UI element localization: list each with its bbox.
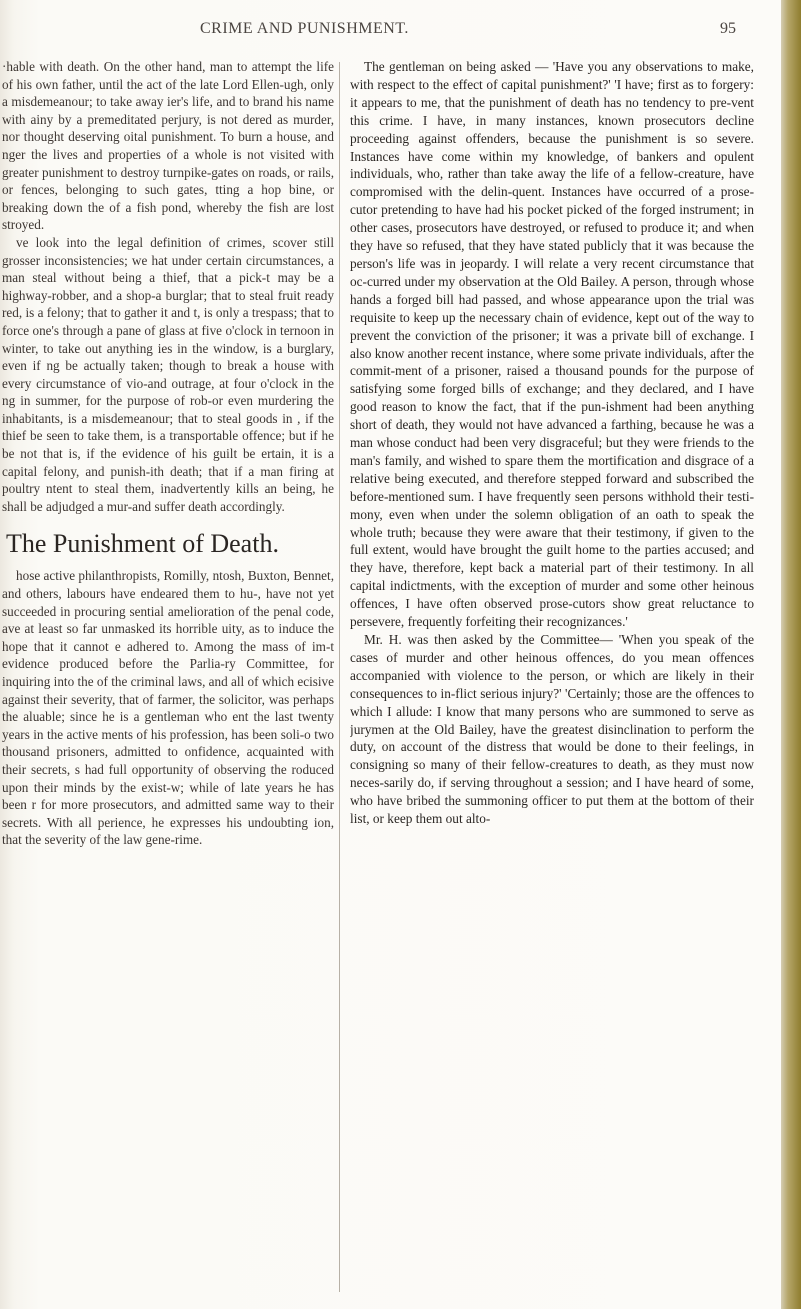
right-column [350,58,754,1298]
column-divider [339,62,340,1292]
section-title: The Punishment of Death. [6,529,279,559]
page-header [0,20,760,50]
page-edge [781,0,801,1309]
right-paragraph-2: Mr. H. was then asked by the Committee— 'When you speak of the cases of murder and other heinous offences, do you mean offences accompanied with violence to the person, or which are likely in their consequences to in-flict serious injury?' 'Certainly; those are the offences to which I allude: I know that many persons who are summoned to serve as jurymen at the Old Bailey, have the greatest disinclination to perform the duty, on account of the distress that would be done to their feelings, in consigning so many of their fellow-creatures to death, as they must now neces-sarily do, if serving throughout a session; and I have heard of some, who have bribed the summoning officer to put them at the bottom of their list, or keep them out alto- [350,632,754,827]
page-number: 95 [720,20,736,37]
right-paragraph-1: The gentleman on being asked — 'Have you any observations to make, with respect to the effect of capital punishment?' 'I have; first as to forgery: it appears to me, that the punishment of death has no tendency to pre-vent this crime. I have, in many instances, known prosecutors decline proceeding against offenders, because the punishment is so severe. Instances have come within my knowledge, of bankers and opulent individuals, who, rather than take away the life of a fellow-creature, have compromised with the delin-quent. Instances have occurred of a prose-cutor pretending to have had his pocket picked of the forged instrument; in other cases, prosecutors have destroyed, or refused to produce it; and when they have so refused, that they have stated publicly that it was because the person's life was in jeopardy. I will relate a very recent circumstance that oc-curred under my observation at the Old Bailey. A person, through whose hands a forged bill had passed, and whose appearance upon the trial was requisite to keep up the necessary chain of evidence, kept out of the way to prevent the conviction of the prisoner; it was a private bill of exchange. I also know another recent instance, where some private individuals, after the commit-ment of a prisoner, raised a thousand pounds for the purpose of satisfying some forged bills of exchange; and they declared, and I have good reason to know the fact, that if the pun-ishment had been anything short of death, they would not have advanced a farthing, because he was a man whose conduct had been very disgraceful; but they were friends to the man's family, and wished to spare them the mortification and disgrace of a relative being executed, and therefore stepped forward and subscribed the before-mentioned sum. I have frequently seen persons withhold their testi-mony, even when under the solemn obligation of an oath to speak the whole truth; because they were aware that their testimony, if given to the full extent, would have brought the guilt home to the parties accused; and they have, therefore, kept back a material part of their testimony. In all capital indictments, with the exception of murder and some other heinous offences, I have often observed prose-cutors show great reluctance to persevere, frequently forfeiting their recognizances.' [350,59,754,630]
left-paragraph-3: hose active philanthropists, Romilly, ntosh, Buxton, Bennet, and others, labours have endeared them to hu-, have not yet succeeded in procuring sential amelioration of the penal code, ave at least so far unmasked its horrible uity, as to induce the hope that it cannot e adhered to. Among the mass of im-t evidence produced before the Parlia-ry Committee, for inquiring into the of the criminal laws, and all of which ecisive against their severity, that of farmer, the solicitor, was perhaps the aluable; since he is a gentleman who ent the last twenty years in the active ments of his profession, has been soli-o two thousand prisoners, admitted to onfidence, acquainted with their secrets, s had full opportunity of observing the roduced upon their minds by the exist-w; while of late years he has been r for more prosecutors, and admitted same way to their secrets. With all perience, he expresses his undoubting ion, that the severity of the law gene-rime. [2,568,334,848]
left-column [0,58,334,1268]
left-paragraph-2: ve look into the legal definition of crimes, scover still grosser inconsistencies; we hat under certain circumstances, a man steal without being a thief, that a pick-t may be a highway-robber, and a shop-a burglar; that to steal fruit ready red, is a felony; that to gather it and t, is only a trespass; that to force one's through a pane of glass at five o'clock in ternoon in winter, to take out anything ies in the window, is a burglary, even if ng be actually taken; though to break a house with every circumstance of vio-and outrage, at four o'clock in the ng in summer, for the purpose of rob-or even murdering the inhabitants, is a misdemeanour; that to steal goods in , if the thief be seen to take them, is a transportable offence; but if he be not that is, if the evidence of his guilt be ertain, it is a capital felony, and punish-ith death; that if a man firing at poultry ntent to steal them, inadvertently kills an being, he shall be adjudged a mur-and suffer death accordingly. [2,234,334,514]
left-paragraph-1: ·hable with death. On the other hand, man to attempt the life of his own father, until the act of the late Lord Ellen-ugh, only a misdemeanour; to take away ier's life, and to brand his name with ainy by a premeditated perjury, is not dered as murder, nor thought deserving oital punishment. To burn a house, and nger the lives and properties of a whole is not visited with greater punishment to destroy turnpike-gates on roads, or rails, or fences, belonging to such gates, tting a hop bine, or breaking down the of a fish pond, whereby the fish are lost stroyed. [2,59,334,233]
running-head: CRIME AND PUNISHMENT. [200,20,409,37]
